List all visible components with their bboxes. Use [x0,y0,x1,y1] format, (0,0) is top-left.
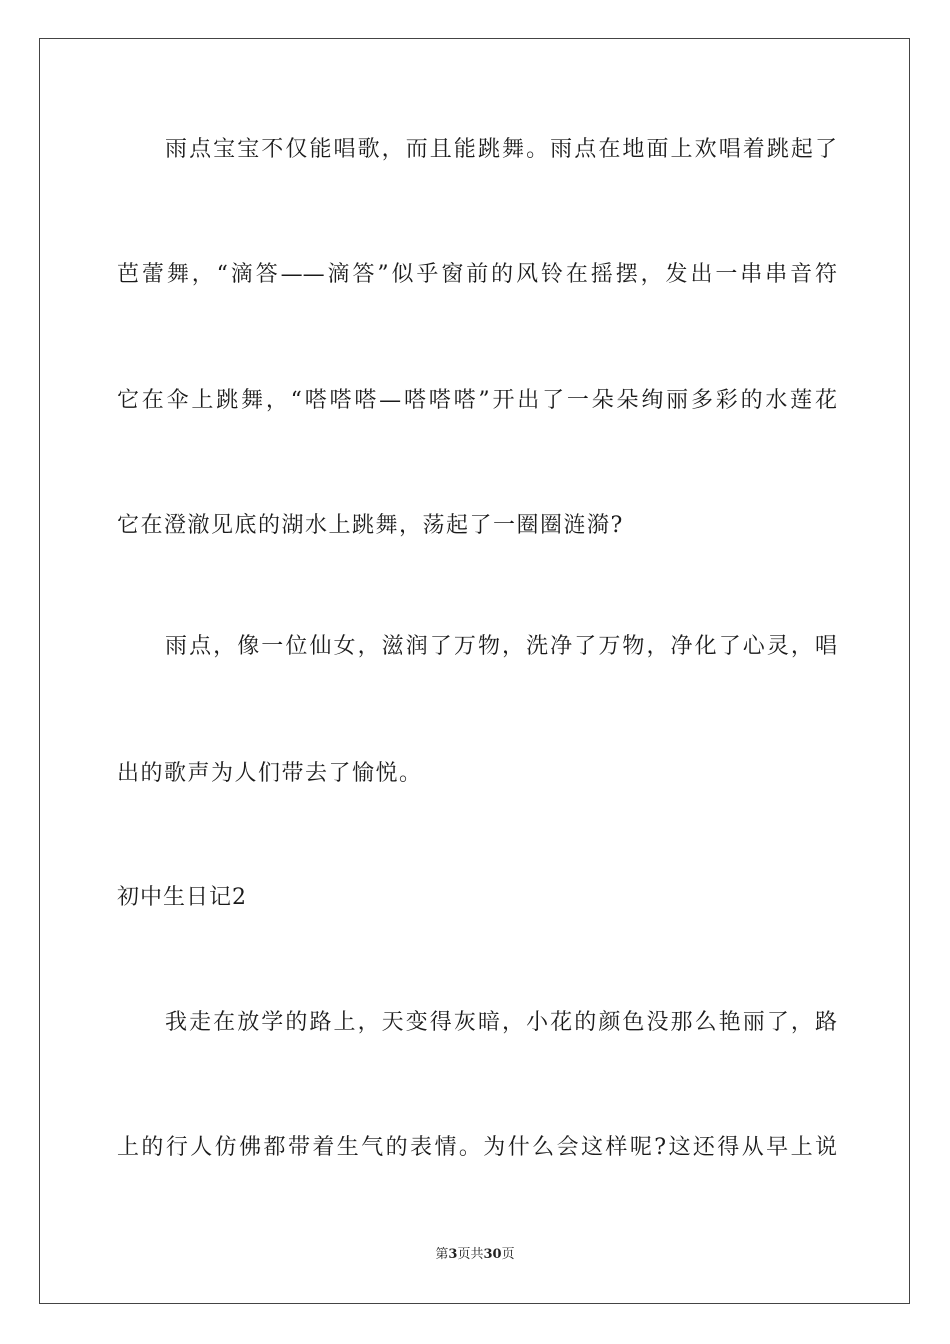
footer-page-suffix: 页 [457,1247,471,1262]
page-border [39,38,910,1304]
paragraph-1-line-4: 它在澄澈见底的湖水上跳舞，荡起了一圈圈涟漪? [117,513,624,538]
diary-heading: 初中生日记2 [117,885,247,910]
footer-page-prefix: 第 [435,1247,449,1262]
footer-page-number: 3 [448,1247,458,1262]
paragraph-2-line-1: 雨点，像一位仙女，滋润了万物，洗净了万物，净化了心灵，唱 [165,634,837,659]
footer-total-prefix: 共 [470,1247,484,1262]
page-footer [0,1246,950,1264]
paragraph-1-line-2: 芭蕾舞，“滴答——滴答”似乎窗前的风铃在摇摆，发出一串串音符 [117,262,837,287]
paragraph-3-line-1: 我走在放学的路上，天变得灰暗，小花的颜色没那么艳丽了，路 [165,1010,837,1035]
paragraph-2-line-2: 出的歌声为人们带去了愉悦。 [117,761,423,786]
paragraph-1-line-1: 雨点宝宝不仅能唱歌，而且能跳舞。雨点在地面上欢唱着跳起了 [165,137,837,162]
paragraph-1-line-3: 它在伞上跳舞，“嗒嗒嗒—嗒嗒嗒”开出了一朵朵绚丽多彩的水莲花 [117,388,837,413]
footer-total-number: 30 [483,1247,502,1262]
paragraph-3-line-2: 上的行人仿佛都带着生气的表情。为什么会这样呢?这还得从早上说 [117,1135,837,1160]
footer-total-suffix: 页 [501,1247,515,1262]
